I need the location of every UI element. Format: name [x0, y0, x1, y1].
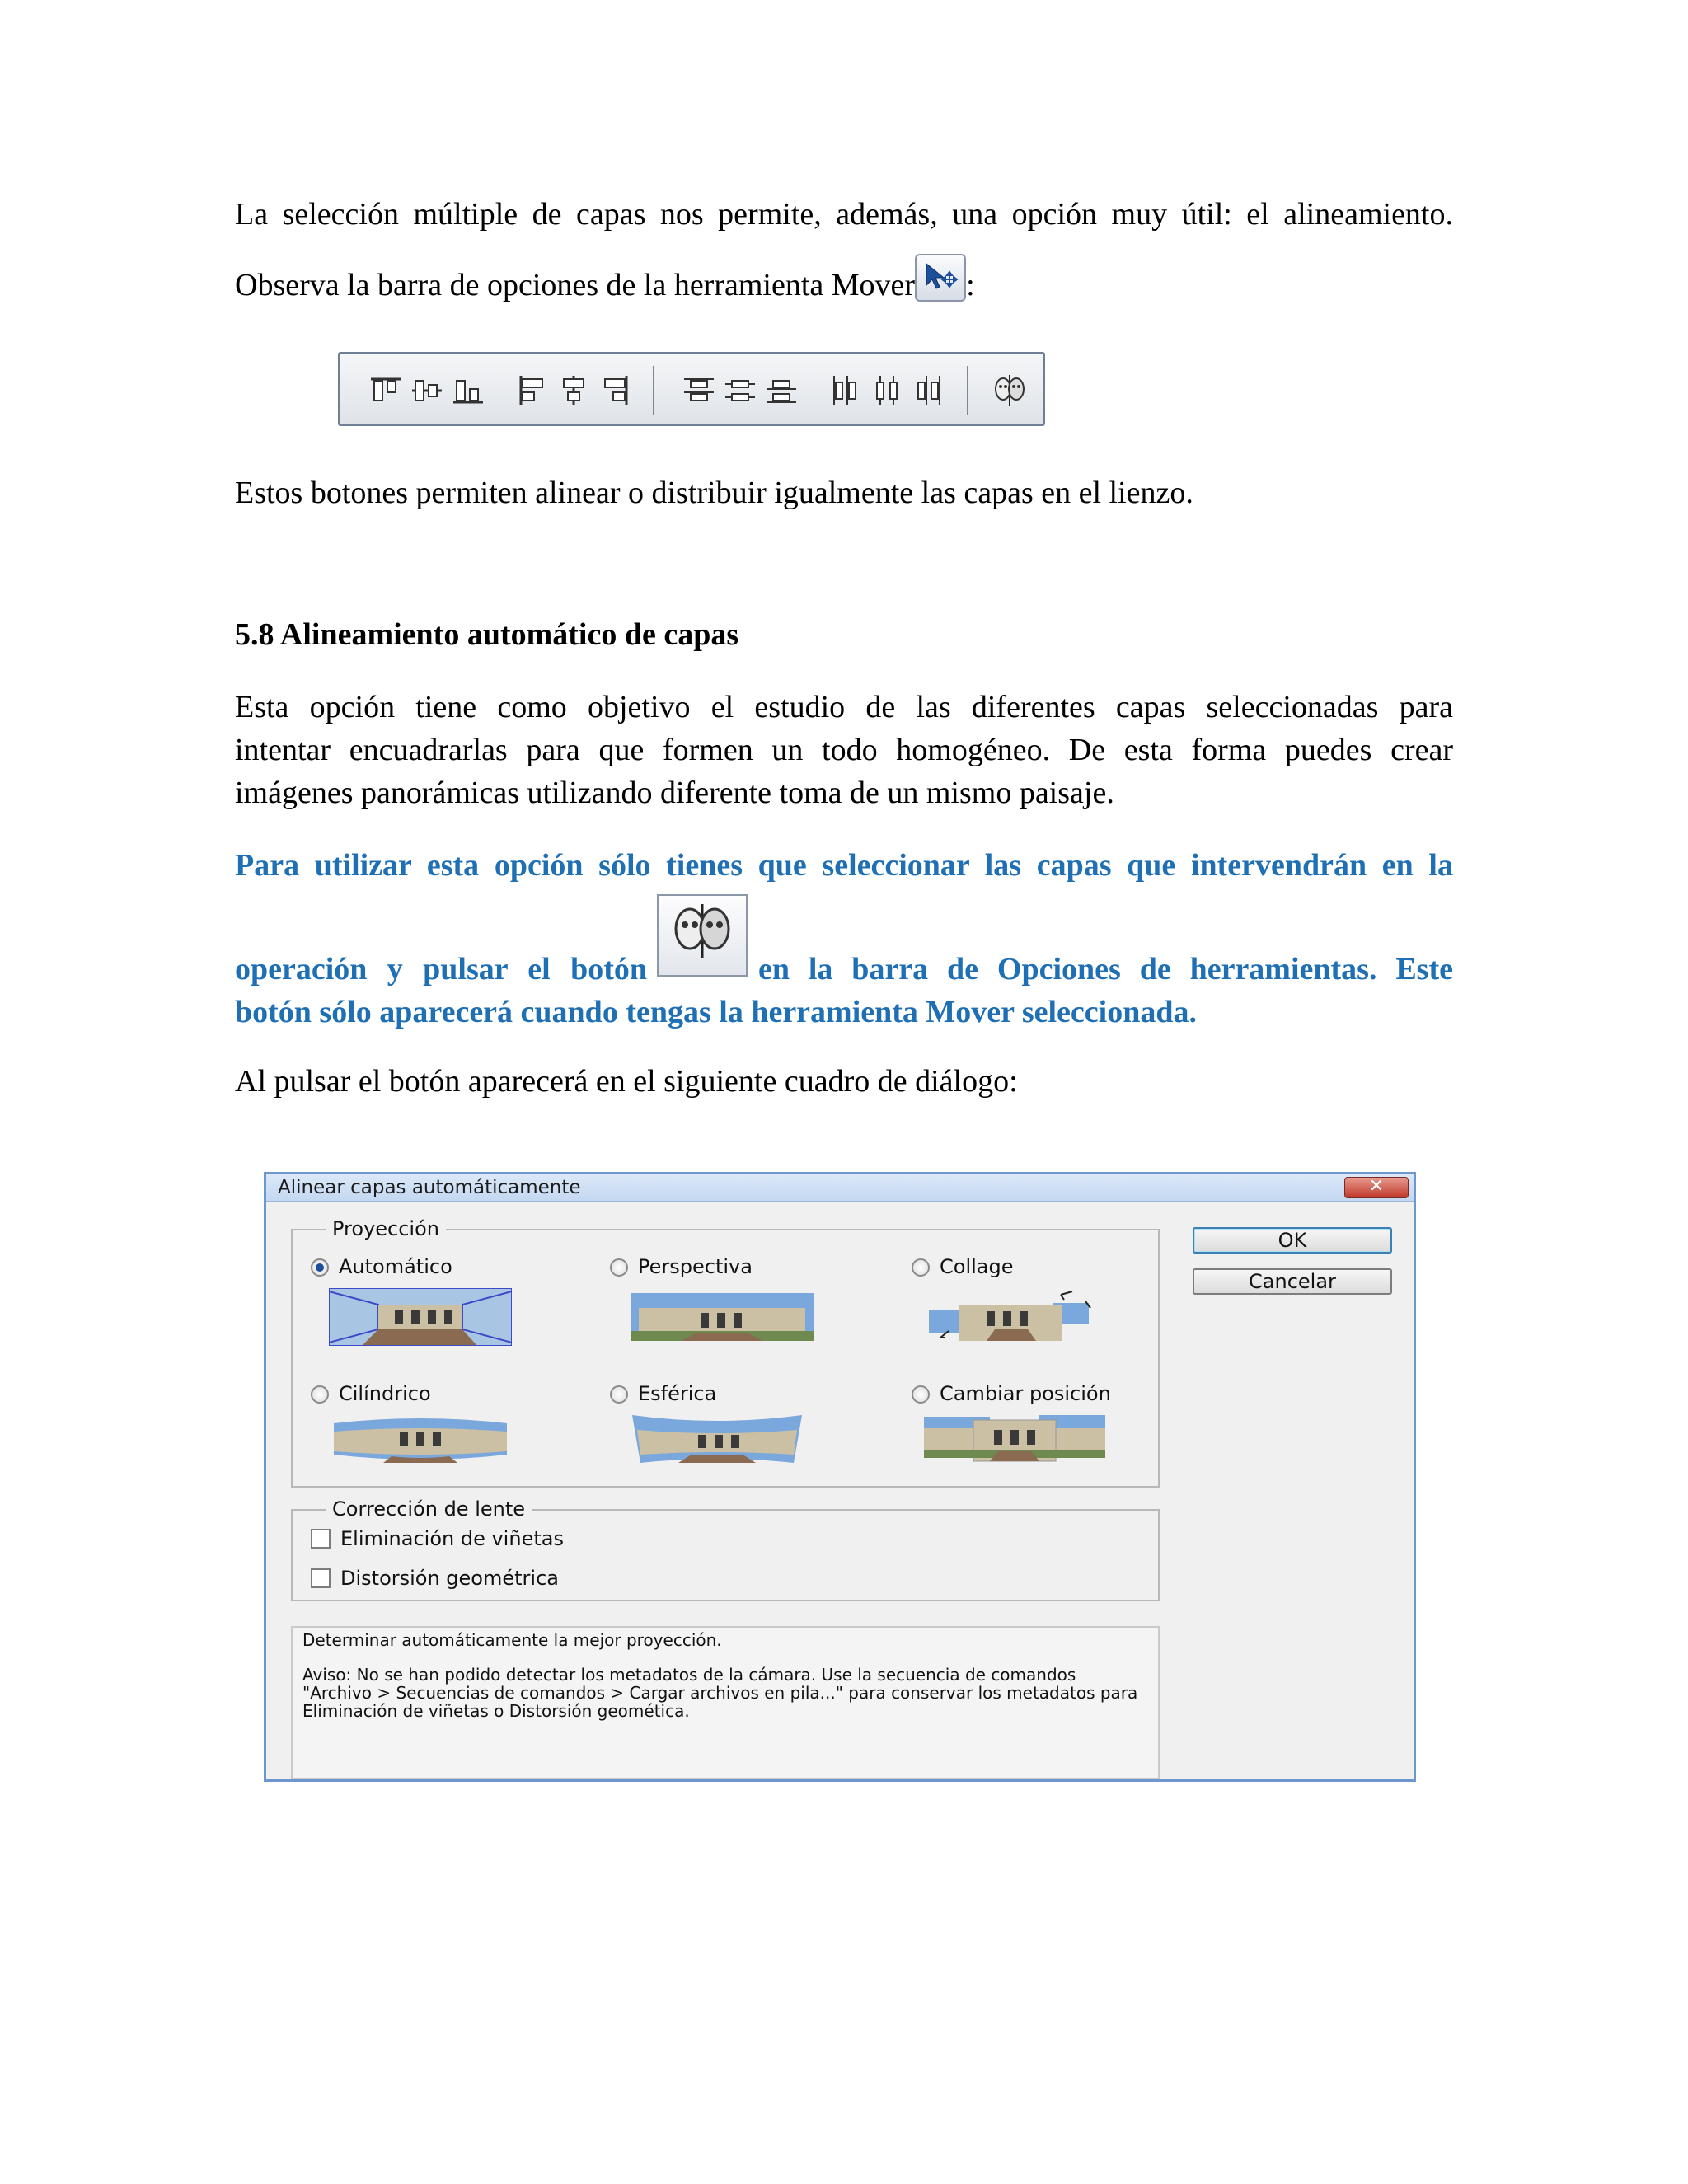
align-horizontal-centers-icon[interactable] — [556, 373, 592, 409]
radio-cylindrical[interactable] — [311, 1385, 329, 1404]
cancel-button[interactable]: Cancelar — [1193, 1268, 1392, 1295]
intro-line-2-text: Observa la barra de opciones de la herramienta Mover — [235, 268, 916, 302]
body-line-1: Esta opción tiene como objetivo el estudio de las diferentes capas seleccionadas para — [235, 690, 1453, 724]
projection-group — [291, 1217, 1160, 1488]
toolbar-separator — [967, 366, 968, 415]
info-description: Determinar automáticamente la mejor proyección. — [302, 1630, 722, 1650]
distribute-bottom-edges-icon[interactable] — [763, 373, 799, 409]
align-left-edges-icon[interactable] — [514, 373, 551, 409]
dialog-title: Alinear capas automáticamente — [278, 1177, 581, 1198]
align-top-edges-icon[interactable] — [368, 373, 404, 409]
body-line-3: imágenes panorámicas utilizando diferente toma de un mismo paisaje. — [235, 776, 1114, 810]
distribute-vertical-centers-icon[interactable] — [722, 373, 758, 409]
vignette-removal-checkbox[interactable] — [311, 1529, 331, 1549]
option-cylindrical-label: Cilíndrico — [339, 1382, 431, 1405]
auto-align-dialog — [264, 1172, 1416, 1782]
distribute-left-edges-icon[interactable] — [828, 373, 864, 409]
dialog-intro: Al pulsar el botón aparecerá en el siguiente cuadro de diálogo: — [235, 1064, 1018, 1099]
geometric-distortion-option[interactable] — [311, 1567, 559, 1590]
option-perspective-label: Perspectiva — [638, 1255, 753, 1278]
align-bottom-edges-icon[interactable] — [450, 373, 486, 409]
instruction-line-1: Para utilizar esta opción sólo tienes que seleccionar las capas que intervendrán en la — [235, 848, 1453, 883]
cylindrical-preview-image — [334, 1413, 507, 1465]
auto-align-layers-icon — [659, 896, 746, 975]
toolbar-separator — [653, 366, 654, 415]
geometric-distortion-checkbox[interactable] — [311, 1568, 331, 1588]
option-spherical[interactable] — [610, 1382, 716, 1405]
distribute-horizontal-centers-icon[interactable] — [869, 373, 905, 409]
dialog-titlebar — [266, 1174, 1414, 1202]
info-warning: Aviso: No se han podido detectar los metadatos de la cámara. Use la secuencia de comandos "Archivo > Secuencias de comandos > Cargar archivos en pila..." para conservar los metadatos para Eliminación de viñetas o Distorsión geomética. — [302, 1665, 1138, 1721]
radio-automatic[interactable] — [311, 1258, 329, 1277]
move-tool-icon — [915, 254, 966, 302]
vignette-removal-label: Eliminación de viñetas — [340, 1527, 564, 1550]
option-automatic[interactable] — [311, 1255, 452, 1278]
radio-collage[interactable] — [912, 1258, 930, 1277]
toolbar-description: Estos botones permiten alinear o distribuir igualmente las capas en el lienzo. — [235, 476, 1193, 510]
instruction-line-2-end: en la barra de Opciones de herramientas. Este — [758, 952, 1453, 987]
radio-perspective[interactable] — [610, 1258, 628, 1277]
ok-button[interactable]: OK — [1193, 1227, 1392, 1254]
geometric-distortion-label: Distorsión geométrica — [340, 1567, 559, 1590]
distribute-right-edges-icon[interactable] — [910, 373, 946, 409]
align-right-edges-icon[interactable] — [597, 373, 633, 409]
collage-preview-image — [929, 1288, 1094, 1346]
align-vertical-centers-icon[interactable] — [409, 373, 445, 409]
distribute-top-edges-icon[interactable] — [681, 373, 717, 409]
intro-line-2 — [235, 254, 1453, 307]
auto-align-button-image — [657, 894, 748, 977]
option-reposition[interactable] — [912, 1382, 1111, 1405]
body-line-2: intentar encuadrarlas para que formen un todo homogéneo. De esta forma puedes crear — [235, 733, 1453, 767]
option-collage-label: Collage — [940, 1255, 1014, 1278]
lens-correction-group — [291, 1497, 1160, 1601]
instruction-line-3: botón sólo aparecerá cuando tengas la herramienta Mover seleccionada. — [235, 995, 1197, 1029]
perspective-preview-image — [631, 1288, 814, 1346]
option-automatic-label: Automático — [339, 1255, 452, 1278]
radio-spherical[interactable] — [610, 1385, 628, 1404]
instruction-line-2-start: operación y pulsar el botón — [235, 952, 647, 987]
align-options-toolbar — [338, 352, 1045, 426]
option-spherical-label: Esférica — [638, 1382, 717, 1405]
vignette-removal-option[interactable] — [311, 1527, 564, 1550]
option-collage[interactable] — [912, 1255, 1013, 1278]
option-cylindrical[interactable] — [311, 1382, 431, 1405]
spherical-preview-image — [632, 1412, 802, 1466]
close-button[interactable]: ✕ — [1344, 1177, 1409, 1198]
radio-reposition[interactable] — [912, 1385, 930, 1404]
info-box — [291, 1626, 1160, 1779]
section-heading: 5.8 Alineamiento automático de capas — [235, 617, 739, 652]
projection-legend: Proyección — [326, 1217, 446, 1240]
auto-align-layers-icon[interactable] — [992, 373, 1028, 409]
intro-line-2-colon: : — [966, 268, 975, 302]
intro-line-1: La selección múltiple de capas nos permite, además, una opción muy útil: el alineamiento. — [235, 197, 1453, 232]
option-reposition-label: Cambiar posición — [940, 1382, 1111, 1405]
option-perspective[interactable] — [610, 1255, 753, 1278]
lens-correction-legend: Corrección de lente — [326, 1497, 532, 1521]
reposition-preview-image — [924, 1413, 1105, 1465]
automatic-preview-image — [329, 1288, 512, 1346]
